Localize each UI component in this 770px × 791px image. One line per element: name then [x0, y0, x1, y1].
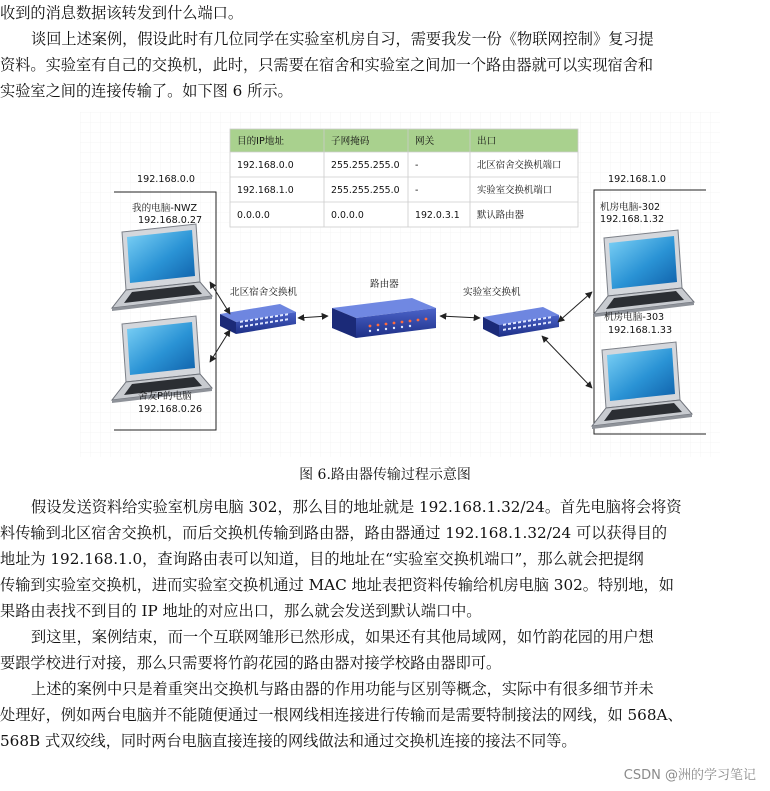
- text-line: 处理好，例如两台电脑并不能随便通过一根网线相连接进行传输而是需要特制接法的网线，如 568A、: [0, 706, 683, 724]
- table-cell: 实验室交换机端口: [477, 185, 553, 196]
- left-network-label: 192.168.0.0: [137, 174, 195, 185]
- top-text: [0, 0, 770, 104]
- text-line: 地址为 192.168.1.0，查询路由表可以知道，目的地址在“实验室交换机端口”，那么就会把提纲: [0, 550, 644, 568]
- right-switch-label: 实验室交换机: [463, 287, 521, 298]
- router-diagram: [80, 112, 720, 457]
- table-cell: 北区宿舍交换机端口: [477, 160, 562, 171]
- routing-table: [230, 129, 578, 227]
- table-cell: 192.168.1.0: [237, 185, 294, 196]
- laptop-icon: [594, 230, 694, 317]
- text-line: 料传输到北区宿舍交换机，而后交换机传输到路由器，路由器通过 192.168.1.32/24 可以获得目的: [0, 524, 668, 542]
- table-header-cell: 出口: [477, 136, 497, 147]
- text-line: 要跟学校进行对接，那么只需要将竹韵花园的路由器对接学校路由器即可。: [0, 654, 502, 672]
- right-pc2-name: 机房电脑-303: [604, 312, 665, 323]
- table-cell: 192.168.0.0: [237, 160, 294, 171]
- text-line: 到这里，案例结束，而一个互联网雏形已然形成，如果还有其他局域网，如竹韵花园的用户想: [31, 628, 654, 646]
- text-line: 传输到实验室交换机，进而实验室交换机通过 MAC 地址表把资料传输给机房电脑 302。特别地，如: [0, 576, 674, 594]
- text-line: 实验室之间的连接传输了。如下图 6 所示。: [0, 82, 293, 100]
- left-pc2-name: 舍友P的电脑: [138, 391, 192, 402]
- right-pc2-ip: 192.168.1.33: [608, 325, 673, 336]
- table-header-cell: 子网掩码: [331, 136, 370, 147]
- table-cell: 192.0.3.1: [415, 210, 460, 221]
- text-line: 568B 式双绞线，同时两台电脑直接连接的网线做法和通过交换机连接的接法不同等。: [0, 732, 577, 750]
- router-label: 路由器: [370, 279, 399, 290]
- table-header-cell: 目的IP地址: [237, 136, 284, 147]
- laptop-icon: [112, 316, 212, 403]
- csdn-watermark: CSDN @洲的学习笔记: [623, 768, 756, 783]
- right-pc1-name: 机房电脑-302: [600, 202, 661, 213]
- laptop-icon: [592, 342, 692, 429]
- table-cell: 255.255.255.0: [331, 185, 400, 196]
- left-pc2-ip: 192.168.0.26: [138, 404, 203, 415]
- left-pc1-ip: 192.168.0.27: [138, 215, 203, 226]
- table-cell: 默认路由器: [477, 210, 524, 221]
- table-header-cell: 网关: [415, 136, 435, 147]
- text-line: 收到的消息数据该转发到什么端口。: [0, 4, 243, 22]
- right-pc1-ip: 192.168.1.32: [600, 214, 665, 225]
- table-cell: 255.255.255.0: [331, 160, 400, 171]
- left-pc1-name: 我的电脑-NWZ: [132, 203, 198, 214]
- left-switch-label: 北区宿舍交换机: [230, 287, 298, 298]
- text-line: 谈回上述案例，假设此时有几位同学在实验室机房自习，需要我发一份《物联网控制》复习提: [31, 30, 654, 48]
- text-line: 果路由表找不到目的 IP 地址的对应出口，那么就会发送到默认端口中。: [0, 602, 482, 620]
- laptop-icon: [112, 224, 212, 311]
- table-cell: 0.0.0.0: [237, 210, 270, 221]
- figure-caption: 图 6.路由器传输过程示意图: [299, 467, 471, 483]
- right-network-label: 192.168.1.0: [608, 174, 666, 185]
- table-cell: -: [415, 160, 419, 171]
- text-line: 上述的案例中只是着重突出交换机与路由器的作用功能与区别等概念，实际中有很多细节并未: [31, 680, 654, 698]
- bottom-text: [0, 494, 770, 754]
- text-line: 假设发送资料给实验室机房电脑 302，那么目的地址就是 192.168.1.32/24。首先电脑将会将资: [31, 498, 682, 516]
- text-line: 资料。实验室有自己的交换机，此时，只需要在宿舍和实验室之间加一个路由器就可以实现宿舍和: [0, 56, 654, 74]
- table-cell: -: [415, 185, 419, 196]
- table-cell: 0.0.0.0: [331, 210, 364, 221]
